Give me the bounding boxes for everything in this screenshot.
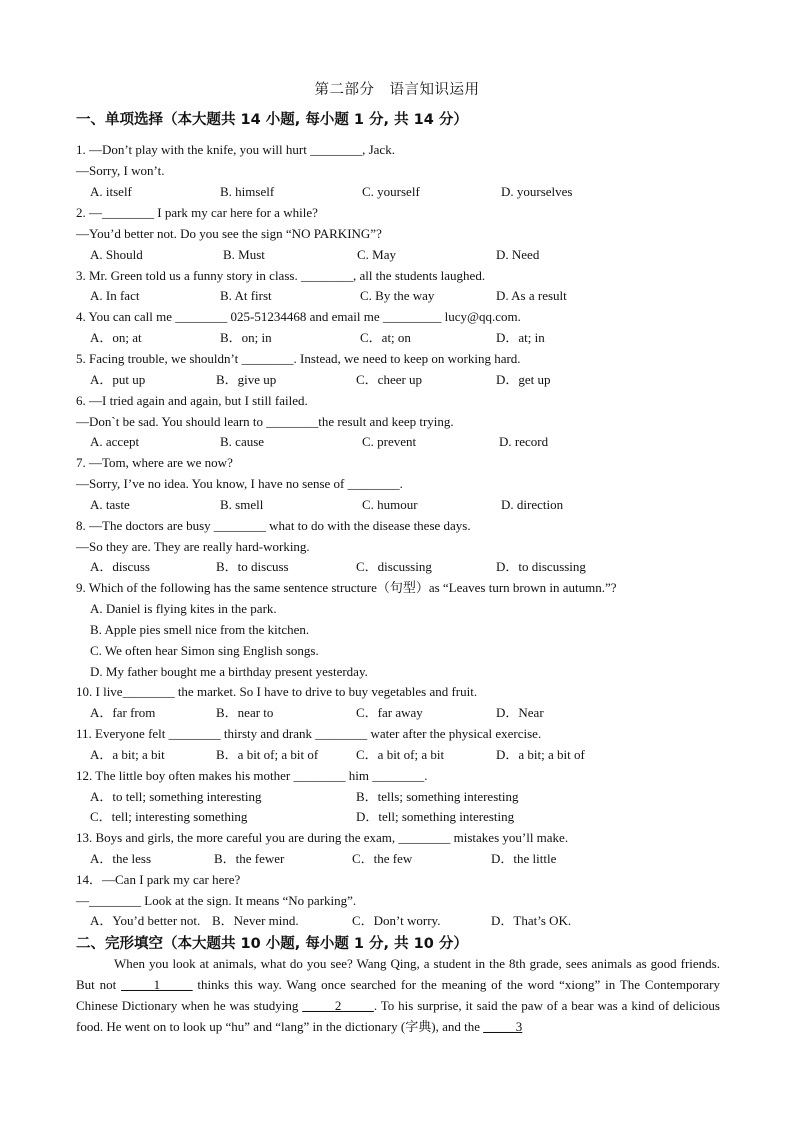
option-c: C. yourself	[362, 184, 420, 199]
question-12-options-row-2	[90, 809, 730, 825]
option-b: B. himself	[220, 184, 275, 199]
option-c: C．far away	[356, 705, 423, 720]
question-7-reply: —Sorry, I’ve no idea. You know, I have no sense of ________.	[76, 476, 403, 491]
option-c: C．at; on	[360, 330, 411, 345]
question-12-stem: 12. The little boy often makes his mother ________ him ________.	[76, 768, 428, 783]
option-b: B．Never mind.	[212, 913, 299, 928]
option-c: C. May	[357, 247, 396, 262]
question-1-options	[90, 184, 730, 200]
question-7-options	[90, 497, 730, 513]
question-8-options	[90, 559, 730, 575]
question-9-option-a: A. Daniel is flying kites in the park.	[90, 601, 277, 616]
question-9-option-c: C. We often hear Simon sing English songs.	[90, 643, 319, 658]
question-5-stem: 5. Facing trouble, we shouldn’t ________. Instead, we need to keep on working hard.	[76, 351, 521, 366]
question-3-options	[90, 288, 730, 304]
question-14-reply: —________ Look at the sign. It means “No parking”.	[76, 893, 357, 908]
option-a: A．a bit; a bit	[90, 747, 165, 762]
option-b: B．near to	[216, 705, 274, 720]
question-2-reply: —You’d better not. Do you see the sign “NO PARKING”?	[76, 226, 382, 241]
option-a: A. accept	[90, 434, 140, 449]
question-10-stem: 10. I live________ the market. So I have to drive to buy vegetables and fruit.	[76, 684, 478, 699]
part-title: 第二部分 语言知识运用	[314, 82, 480, 98]
question-5-options	[90, 372, 730, 388]
question-4-stem: 4. You can call me ________ 025-51234468 and email me _________ lucy@qq.com.	[76, 309, 521, 324]
option-b: B．to discuss	[216, 559, 289, 574]
option-b: B．the fewer	[214, 851, 285, 866]
question-14-stem: 14．—Can I park my car here?	[76, 872, 241, 887]
question-2-stem: 2. —________ I park my car here for a while?	[76, 205, 318, 220]
option-c: C．a bit of; a bit	[356, 747, 445, 762]
blank-2: _____2_____	[302, 998, 374, 1013]
question-1-reply: —Sorry, I won’t.	[76, 163, 165, 178]
option-a: A. taste	[90, 497, 130, 512]
passage-text-3: . To his surprise, it said the paw of a bear was a kind of delicious food. He went on to look up “hu” and “lang” in the dictionary (字典), and the	[76, 998, 720, 1034]
question-9-option-d: D. My father bought me a birthday present yesterday.	[90, 664, 368, 679]
option-a: A．on; at	[90, 330, 142, 345]
question-11-stem: 11. Everyone felt ________ thirsty and drank ________ water after the physical exercise.	[76, 726, 542, 741]
passage-text-2: thinks this way. Wang once searched for the meaning of the word “xiong” in The Contemporary Chinese Dictionary when he was studying	[76, 977, 720, 1013]
option-d: D．a bit; a bit of	[496, 747, 585, 762]
question-8-stem: 8. —The doctors are busy ________ what to do with the disease these days.	[76, 518, 471, 533]
cloze-passage	[76, 953, 720, 1037]
option-b: B. At first	[220, 288, 272, 303]
option-d: D．That’s OK.	[491, 913, 572, 928]
option-c: C. By the way	[360, 288, 435, 303]
option-b: B．give up	[216, 372, 277, 387]
question-6-options	[90, 434, 730, 450]
blank-1: _____1_____	[121, 977, 193, 992]
option-a: A. In fact	[90, 288, 140, 303]
option-c: C．Don’t worry.	[352, 913, 441, 928]
option-b: B. Must	[223, 247, 265, 262]
option-b: B．on; in	[220, 330, 272, 345]
question-2-options	[90, 247, 730, 263]
option-c: C．the few	[352, 851, 413, 866]
option-d: D．at; in	[496, 330, 545, 345]
option-d: D. yourselves	[501, 184, 573, 199]
option-d: D. direction	[501, 497, 564, 512]
option-d: D．get up	[496, 372, 551, 387]
option-a: A．far from	[90, 705, 156, 720]
option-b: B. smell	[220, 497, 264, 512]
question-13-stem: 13. Boys and girls, the more careful you are during the exam, ________ mistakes you’ll make.	[76, 830, 569, 845]
question-9-stem: 9. Which of the following has the same sentence structure（句型）as “Leaves turn brown in autumn.”?	[76, 580, 617, 595]
option-b: B．tells; something interesting	[356, 789, 519, 804]
option-c: C．discussing	[356, 559, 432, 574]
option-b: B．a bit of; a bit of	[216, 747, 319, 762]
question-13-options	[90, 851, 730, 867]
question-3-stem: 3. Mr. Green told us a funny story in class. ________, all the students laughed.	[76, 268, 486, 283]
option-d: D．Near	[496, 705, 544, 720]
option-a: A．put up	[90, 372, 146, 387]
option-a: A. Should	[90, 247, 143, 262]
section-heading-single-choice: 一、单项选择（本大题共 14 小题, 每小题 1 分, 共 14 分）	[76, 112, 468, 128]
option-c: C. prevent	[362, 434, 417, 449]
option-a: A．discuss	[90, 559, 150, 574]
option-b: B. cause	[220, 434, 265, 449]
option-d: D．the little	[491, 851, 557, 866]
question-10-options	[90, 705, 730, 721]
option-d: D. record	[499, 434, 549, 449]
option-d: D．tell; something interesting	[356, 809, 515, 824]
question-12-options-row-1	[90, 789, 730, 805]
section-heading-cloze: 二、完形填空（本大题共 10 小题, 每小题 1 分, 共 10 分）	[76, 936, 468, 952]
option-c: C. humour	[362, 497, 418, 512]
option-a: A．to tell; something interesting	[90, 789, 262, 804]
question-6-reply: —Don`t be sad. You should learn to ________the result and keep trying.	[76, 414, 454, 429]
option-a: A．the less	[90, 851, 152, 866]
option-a: A．You’d better not.	[90, 913, 201, 928]
question-1-stem: 1. —Don’t play with the knife, you will hurt ________, Jack.	[76, 142, 395, 157]
question-9-option-b: B. Apple pies smell nice from the kitchen.	[90, 622, 310, 637]
option-c: C．tell; interesting something	[90, 809, 248, 824]
option-c: C．cheer up	[356, 372, 423, 387]
blank-3: _____3	[483, 1019, 523, 1034]
option-d: D．to discussing	[496, 559, 586, 574]
passage-text-1: When you look at animals, what do you see? Wang Qing, a student in the 8th grade, sees animals as good friends. But not	[76, 956, 720, 992]
question-7-stem: 7. —Tom, where are we now?	[76, 455, 233, 470]
question-14-options	[90, 913, 730, 929]
question-11-options	[90, 747, 730, 763]
option-d: D. Need	[496, 247, 540, 262]
option-d: D. As a result	[496, 288, 567, 303]
question-6-stem: 6. —I tried again and again, but I still failed.	[76, 393, 308, 408]
option-a: A. itself	[90, 184, 132, 199]
question-4-options	[90, 330, 730, 346]
question-8-reply: —So they are. They are really hard-working.	[76, 539, 310, 554]
